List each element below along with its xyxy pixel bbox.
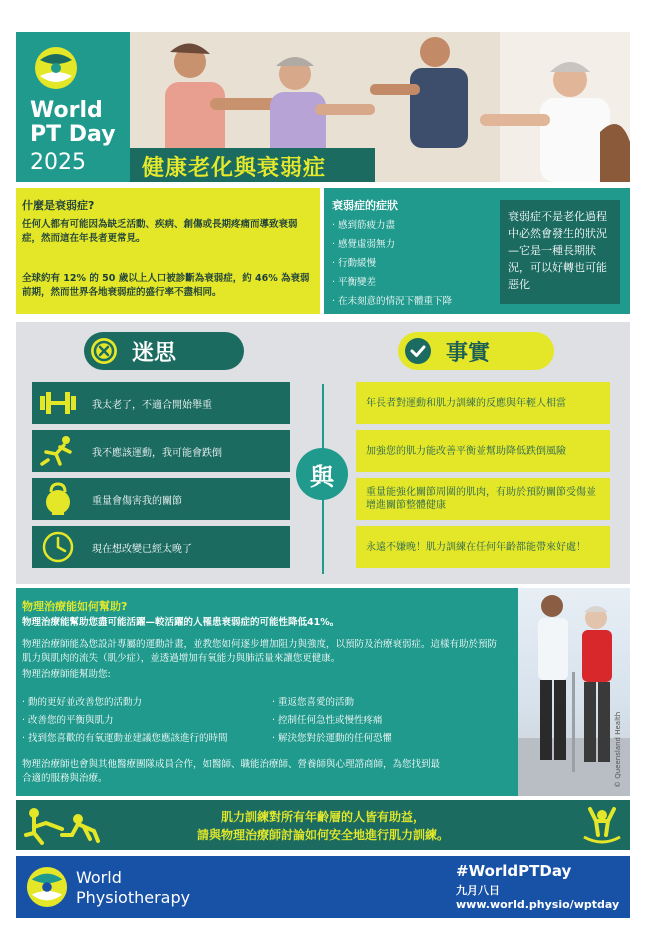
- symptom-item: · 在未刻意的情況下體重下降: [332, 296, 453, 307]
- symptoms-list: [332, 216, 452, 311]
- event-date: 九月八日: [456, 884, 500, 897]
- fact-text: 年長者對運動和肌力訓練的反應與年輕人相當: [366, 397, 566, 409]
- physio-walking-photo: [518, 588, 630, 796]
- symptom-callout-text: 衰弱症不是老化過程中必然會發生的狀況—它是一種長期狀況，可以好轉也可能惡化: [508, 210, 607, 291]
- help-intro: 物理治療師能幫助您:: [22, 669, 111, 680]
- header-logo-panel: [16, 32, 130, 182]
- hashtag: #WorldPTDay: [456, 862, 572, 880]
- help-bullet: · 找到您喜歡的有氧運動並建議您應該進行的時間: [22, 733, 228, 744]
- help-bullet: · 控制任何急性或慢性疼痛: [272, 715, 383, 726]
- website-link[interactable]: www.world.physio/wptday: [456, 898, 620, 911]
- myth-item: [32, 478, 290, 520]
- logo-year: 2025: [30, 150, 86, 175]
- clock-icon: [38, 530, 78, 564]
- myth-text: 現在想改變已經太晚了: [92, 543, 192, 555]
- world-pt-day-logo-icon: [34, 46, 78, 90]
- and-circle: [296, 448, 348, 500]
- fact-label: 事實: [446, 341, 491, 366]
- kettlebell-icon: [38, 482, 78, 516]
- pt-help-panel: [16, 588, 518, 796]
- myth-item: [32, 382, 290, 424]
- banner-line-2: 請與物理治療師討論如何安全地進行肌力訓練。: [196, 828, 449, 842]
- symptom-item: · 行動緩慢: [332, 258, 377, 269]
- strength-banner: [16, 800, 630, 850]
- and-label: 與: [310, 462, 334, 491]
- help-bullets-left: [22, 694, 272, 748]
- symptom-item: · 感覺虛弱無力: [332, 239, 396, 250]
- page-title-bar: [130, 148, 375, 182]
- myth-text: 重量會傷害我的關節: [92, 495, 182, 507]
- myth-text: 我太老了，不適合開始舉重: [92, 399, 212, 411]
- photo-credit: © Queensland Health: [614, 711, 622, 788]
- help-bullet: · 解決您對於運動的任何恐懼: [272, 733, 393, 744]
- cross-circle-icon: [90, 337, 118, 365]
- org-name-line-2: Physiotherapy: [76, 888, 191, 907]
- myth-header-pill: [84, 332, 244, 370]
- symptom-callout-box: [500, 200, 620, 304]
- frailty-para-1: 任何人都有可能因為缺乏活動、疾病、創傷或長期疼痛而導致衰弱症，然而這在年長者更常見。: [22, 219, 298, 244]
- myth-item: [32, 526, 290, 568]
- help-lead: 物理治療能幫助您盡可能活躍—較活躍的人罹患衰弱症的可能性降低41%。: [22, 617, 340, 628]
- check-circle-icon: [404, 337, 432, 365]
- fact-item: [356, 526, 610, 568]
- dumbbell-icon: [38, 386, 78, 420]
- fact-item: [356, 382, 610, 424]
- frailty-para-2: 全球約有 12% 的 50 歲以上人口被診斷為衰弱症，約 46% 為衰弱前期，然而世界各地衰弱症的盛行率不盡相同。: [22, 273, 310, 298]
- org-name-line-1: World: [76, 868, 122, 887]
- fact-item: [356, 478, 610, 520]
- myth-text: 我不應該運動，我可能會跌倒: [92, 447, 222, 459]
- logo-line-1: World: [30, 98, 103, 123]
- fact-item: [356, 430, 610, 472]
- symptom-item: · 感到筋疲力盡: [332, 220, 396, 231]
- frailty-panel: [16, 188, 320, 314]
- fact-header-pill: [398, 332, 554, 370]
- symptom-item: · 平衡變差: [332, 277, 377, 288]
- help-bullets-right: [272, 694, 512, 748]
- fact-text: 永遠不嫌晚！肌力訓練在任何年齡都能帶來好處！: [366, 541, 586, 553]
- symptoms-heading: 衰弱症的症狀: [332, 199, 398, 212]
- help-bullet: · 動的更好並改善您的活動力: [22, 697, 143, 708]
- help-bullet: · 重返您喜愛的活動: [272, 697, 355, 708]
- help-para: 物理治療師能為您設計專屬的運動計畫，並教您如何逐步增加阻力與強度，以預防及治療衰弱症。這樣有助於預防肌力與肌肉的流失（肌少症），並透過增加有氧能力與肺活量來讓您更健康。: [22, 639, 498, 664]
- fact-text: 重量能強化關節周圍的肌肉，有助於預防關節受傷並增進關節整體健康: [366, 487, 596, 511]
- myth-label: 迷思: [132, 341, 177, 366]
- world-physiotherapy-logo-icon: [26, 866, 68, 908]
- page-title: 健康老化與衰弱症: [142, 156, 327, 181]
- fact-text: 加強您的肌力能改善平衡並幫助降低跌倒風險: [366, 445, 566, 457]
- banner-line-1: 肌力訓練對所有年齡層的人皆有助益，: [220, 810, 425, 824]
- logo-line-2: PT Day: [30, 122, 116, 147]
- footer: [16, 856, 630, 918]
- myth-item: [32, 430, 290, 472]
- falling-person-icon: [38, 434, 78, 468]
- help-closing: 物理治療師也會與其他醫療團隊成員合作，如醫師、職能治療師、營養師與心理諮商師，為您找到最合適的服務與治療。: [22, 759, 441, 784]
- cheer-person-icon: [580, 805, 624, 845]
- help-bullet: · 改善您的平衡與肌力: [22, 715, 114, 726]
- help-heading: 物理治療能如何幫助?: [22, 600, 128, 613]
- frailty-heading: 什麼是衰弱症?: [22, 199, 95, 212]
